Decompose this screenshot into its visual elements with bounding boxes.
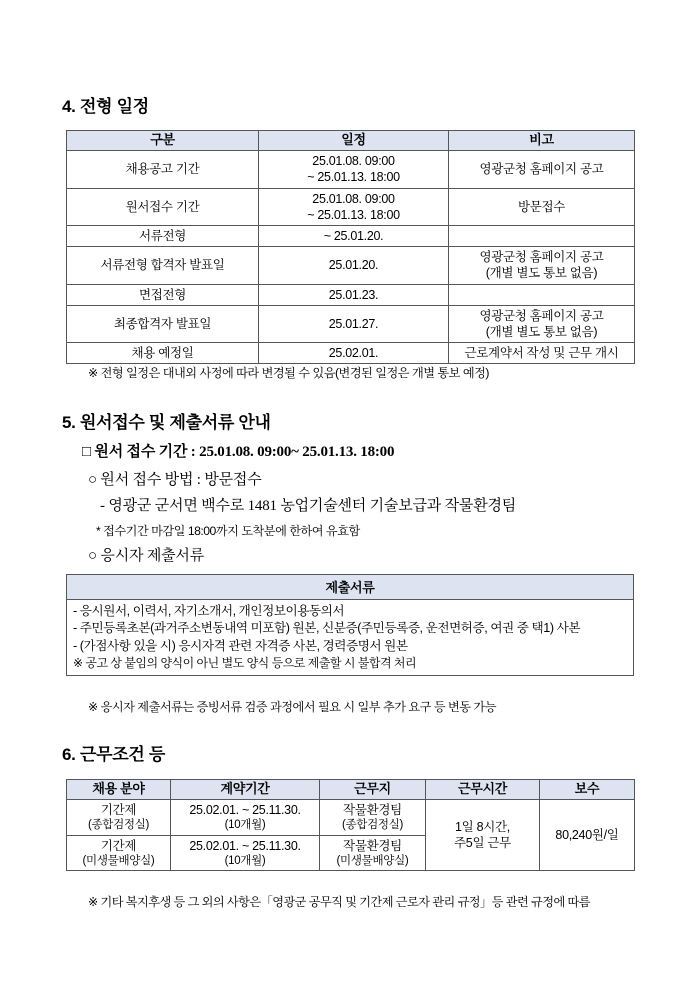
place-main: 작물환경팀 bbox=[343, 838, 402, 853]
table-row bbox=[67, 343, 635, 364]
cell-category: 서류전형 bbox=[67, 226, 259, 247]
field-main: 기간제 bbox=[100, 838, 137, 853]
cell-category: 채용 예정일 bbox=[67, 343, 259, 364]
column-header-remark: 비고 bbox=[449, 131, 635, 151]
field-sub: (종합검정실) bbox=[87, 819, 150, 831]
schedule-line-1: 25.01.08. 09:00 bbox=[312, 191, 395, 206]
place-sub: (미생물배양실) bbox=[336, 854, 409, 867]
submission-doc-item: - 주민등록초본(과거주소변동내역 미포함) 원본, 신분증(주민등록증, 운전면허증, 여권 중 택1) 사본 bbox=[73, 621, 581, 636]
period-main: 25.02.01. ~ 25.11.30. bbox=[189, 838, 301, 853]
column-header-hours: 근무시간 bbox=[426, 780, 540, 800]
column-header-place: 근무지 bbox=[320, 780, 426, 800]
column-header-category: 구분 bbox=[67, 131, 259, 151]
application-documents-line: ○ 응시자 제출서류 bbox=[88, 548, 204, 564]
table-header-row bbox=[67, 780, 635, 800]
submission-documents-outer-note: ※ 응시자 제출서류는 증빙서류 검증 과정에서 필요 시 일부 추가 요구 등 변동 가능 bbox=[88, 700, 496, 714]
table-row bbox=[67, 800, 635, 836]
column-header-pay: 보수 bbox=[540, 780, 635, 800]
cell-schedule bbox=[259, 151, 449, 189]
field-sub: (미생물배양실) bbox=[82, 854, 155, 867]
cell-schedule: 25.01.23. bbox=[259, 284, 449, 305]
section-heading-conditions: 6. 근무조건 등 bbox=[62, 745, 166, 764]
cell-field bbox=[67, 800, 171, 836]
cell-category: 면접전형 bbox=[67, 284, 259, 305]
cell-remark bbox=[449, 247, 635, 285]
place-main: 작물환경팀 bbox=[343, 803, 402, 817]
cell-schedule bbox=[259, 188, 449, 226]
schedule-table bbox=[66, 130, 635, 364]
submission-doc-item: - (가점사항 있을 시) 응시자격 관련 자격증 사본, 경력증명서 원본 bbox=[73, 638, 408, 653]
cell-work-hours bbox=[426, 800, 540, 871]
application-deadline-note: * 접수기간 마감일 18:00까지 도착분에 한하여 유효함 bbox=[96, 524, 360, 538]
section-heading-schedule: 4. 전형 일정 bbox=[62, 97, 149, 116]
cell-place bbox=[320, 800, 426, 836]
remark-line-2: (개별 별도 통보 없음) bbox=[485, 266, 598, 281]
submission-doc-inner-note: ※ 공고 상 붙임의 양식이 아닌 별도 양식 등으로 제출할 시 불합격 처리 bbox=[73, 655, 417, 670]
period-main: 25.02.01. ~ 25.11.30. bbox=[189, 803, 301, 817]
cell-field bbox=[67, 835, 171, 871]
cell-category: 원서접수 기간 bbox=[67, 188, 259, 226]
schedule-line-2: ~ 25.01.13. 18:00 bbox=[307, 170, 400, 185]
cell-category: 서류전형 합격자 발표일 bbox=[67, 247, 259, 285]
section-heading-application: 5. 원서접수 및 제출서류 안내 bbox=[62, 413, 271, 432]
cell-remark bbox=[449, 305, 635, 343]
cell-place bbox=[320, 835, 426, 871]
work-conditions-note: ※ 기타 복지후생 등 그 외의 사항은「영광군 공무직 및 기간제 근로자 관리 규정」등 관련 규정에 따름 bbox=[88, 895, 590, 909]
work-conditions-table bbox=[66, 779, 635, 871]
cell-pay: 80,240원/일 bbox=[540, 800, 635, 871]
table-row bbox=[67, 151, 635, 189]
cell-schedule: 25.01.27. bbox=[259, 305, 449, 343]
submission-documents-box bbox=[66, 574, 634, 676]
column-header-schedule: 일정 bbox=[259, 131, 449, 151]
place-sub: (종합검정실) bbox=[341, 819, 404, 831]
table-header-row bbox=[67, 131, 635, 151]
period-sub: (10개월) bbox=[224, 819, 266, 831]
submission-doc-item: - 응시원서, 이력서, 자기소개서, 개인정보이용동의서 bbox=[73, 604, 345, 618]
work-hours-line-1: 1일 8시간, bbox=[455, 820, 510, 835]
table-row bbox=[67, 305, 635, 343]
schedule-line-1: 25.01.08. 09:00 bbox=[312, 154, 395, 168]
cell-remark: 근로계약서 작성 및 근무 개시 bbox=[449, 343, 635, 364]
cell-category: 최종합격자 발표일 bbox=[67, 305, 259, 343]
period-sub: (10개월) bbox=[224, 854, 266, 867]
cell-schedule: 25.01.20. bbox=[259, 247, 449, 285]
column-header-field: 채용 분야 bbox=[67, 780, 171, 800]
application-period-line: □ 원서 접수 기간 : 25.01.08. 09:00~ 25.01.13. 18:00 bbox=[82, 444, 395, 460]
table-row bbox=[67, 226, 635, 247]
table-row bbox=[67, 188, 635, 226]
work-hours-line-2: 주5일 근무 bbox=[454, 836, 511, 851]
table-row bbox=[67, 284, 635, 305]
submission-documents-title: 제출서류 bbox=[67, 575, 633, 600]
application-address-line: - 영광군 군서면 백수로 1481 농업기술센터 기술보급과 작물환경팀 bbox=[100, 498, 517, 514]
submission-documents-body bbox=[67, 600, 633, 675]
cell-remark bbox=[449, 226, 635, 247]
cell-remark: 방문접수 bbox=[449, 188, 635, 226]
cell-period bbox=[171, 800, 320, 836]
cell-schedule: 25.02.01. bbox=[259, 343, 449, 364]
cell-remark: 영광군청 홈페이지 공고 bbox=[449, 151, 635, 189]
cell-remark bbox=[449, 284, 635, 305]
table-row bbox=[67, 247, 635, 285]
cell-period bbox=[171, 835, 320, 871]
cell-schedule: ~ 25.01.20. bbox=[259, 226, 449, 247]
remark-line-1: 영광군청 홈페이지 공고 bbox=[479, 308, 604, 323]
field-main: 기간제 bbox=[100, 803, 137, 817]
column-header-period: 계약기간 bbox=[171, 780, 320, 800]
cell-category: 채용공고 기간 bbox=[67, 151, 259, 189]
schedule-line-2: ~ 25.01.13. 18:00 bbox=[307, 207, 400, 222]
schedule-change-note: ※ 전형 일정은 대내외 사정에 따라 변경될 수 있음(변경된 일정은 개별 통보 예정) bbox=[88, 366, 489, 380]
remark-line-2: (개별 별도 통보 없음) bbox=[485, 324, 598, 339]
remark-line-1: 영광군청 홈페이지 공고 bbox=[479, 250, 604, 264]
application-method-line: ○ 원서 접수 방법 : 방문접수 bbox=[88, 472, 262, 488]
